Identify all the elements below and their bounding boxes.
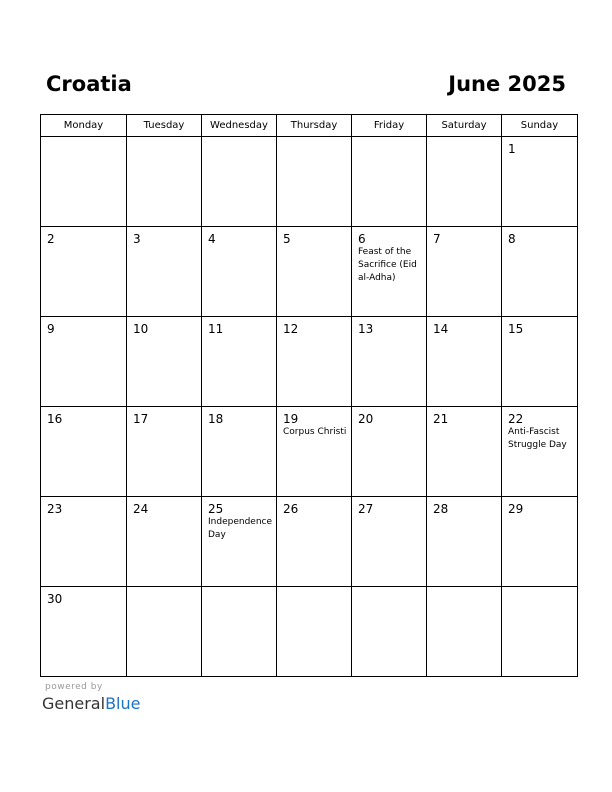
day-cell [352,317,427,407]
day-cell [352,497,427,587]
day-number: 15 [508,322,524,336]
day-cell [502,137,578,227]
day-number: 17 [133,412,149,426]
day-number: 24 [133,502,149,516]
week-row [41,137,578,227]
day-cell [502,317,578,407]
day-number: 29 [508,502,524,516]
weekday-header: Monday [41,115,127,137]
day-cell [352,587,427,677]
day-number: 25 [208,502,224,516]
day-number: 30 [47,592,63,606]
day-cell [427,137,502,227]
calendar-grid [40,114,578,677]
day-cell [202,497,277,587]
day-cell [41,227,127,317]
weekday-header: Friday [352,115,427,137]
day-number: 1 [508,142,516,156]
week-row [41,587,578,677]
day-cell [127,587,202,677]
day-number: 5 [283,232,291,246]
day-cell [277,497,352,587]
day-cell [277,587,352,677]
brand-name-part1: General [42,694,106,713]
weekday-header: Wednesday [202,115,277,137]
day-cell [127,227,202,317]
day-number: 3 [133,232,141,246]
day-cell [277,227,352,317]
day-number: 16 [47,412,63,426]
day-cell [427,497,502,587]
day-number: 28 [433,502,449,516]
brand-name-part2: Blue [105,694,141,713]
powered-by-label: powered by [45,682,103,692]
holiday-label: Anti-Fascist Struggle Day [508,427,567,450]
day-cell [427,407,502,497]
holiday-label: Feast of the Sacrifice (Eid al-Adha) [358,247,417,283]
day-cell [352,227,427,317]
day-number: 14 [433,322,449,336]
day-number: 22 [508,412,524,426]
day-cell [427,317,502,407]
day-number: 13 [358,322,374,336]
week-row [41,227,578,317]
day-cell [202,227,277,317]
day-cell [502,227,578,317]
day-cell [502,587,578,677]
weekday-header: Thursday [277,115,352,137]
day-cell [277,137,352,227]
month-year-title: June 2025 [448,72,566,96]
day-number: 8 [508,232,516,246]
day-cell [502,497,578,587]
day-number: 26 [283,502,299,516]
day-cell [127,137,202,227]
week-row [41,497,578,587]
day-cell [202,317,277,407]
day-cell [41,317,127,407]
day-number: 10 [133,322,149,336]
day-number: 27 [358,502,374,516]
day-cell [277,407,352,497]
day-cell [427,227,502,317]
day-cell [127,317,202,407]
holiday-label: Corpus Christi [283,427,347,437]
day-cell [427,587,502,677]
day-number: 7 [433,232,441,246]
day-cell [41,587,127,677]
weekday-header: Tuesday [127,115,202,137]
week-row [41,407,578,497]
day-cell [202,587,277,677]
day-number: 21 [433,412,449,426]
day-number: 19 [283,412,299,426]
day-cell [41,137,127,227]
holiday-label: Independence Day [208,517,273,540]
day-cell [41,497,127,587]
day-cell [41,407,127,497]
weekday-header: Sunday [502,115,578,137]
day-cell [352,137,427,227]
day-cell [277,317,352,407]
day-number: 2 [47,232,55,246]
day-number: 11 [208,322,224,336]
day-number: 20 [358,412,374,426]
day-number: 23 [47,502,63,516]
day-cell [127,407,202,497]
day-cell [352,407,427,497]
day-cell [127,497,202,587]
country-title: Croatia [46,72,132,96]
week-row [41,317,578,407]
brand-logo[interactable] [42,694,140,714]
day-number: 18 [208,412,224,426]
day-number: 9 [47,322,55,336]
day-cell [502,407,578,497]
day-number: 12 [283,322,299,336]
weekday-header: Saturday [427,115,502,137]
day-cell [202,407,277,497]
weekday-header-row [41,115,578,137]
day-cell [202,137,277,227]
day-number: 4 [208,232,216,246]
day-number: 6 [358,232,366,246]
